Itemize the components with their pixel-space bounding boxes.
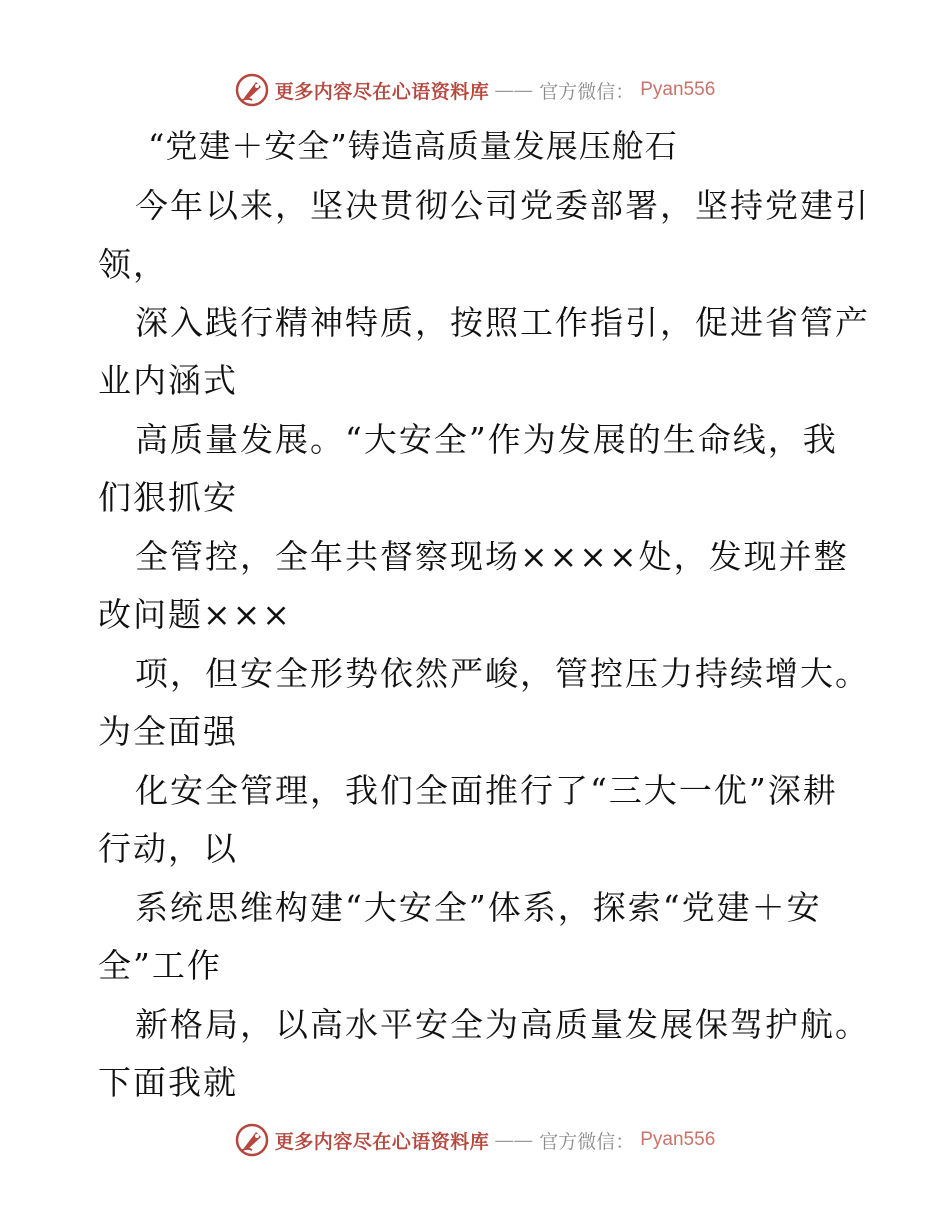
body-line: 深入践行精神特质，按照工作指引，促进省管产	[135, 303, 870, 342]
body-line: 改问题×××	[98, 595, 292, 634]
body-line: 项，但安全形势依然严峻，管控压力持续增大。	[135, 654, 870, 693]
body-line: 行动，以	[98, 829, 238, 868]
watermark-separator: ——	[495, 1129, 534, 1150]
header-watermark-banner	[0, 70, 950, 110]
body-line: 今年以来，坚决贯彻公司党委部署，坚持党建引	[135, 186, 870, 225]
body-line: 全管控，全年共督察现场××××处，发现并整	[135, 537, 849, 576]
watermark-wechat-label: 官方微信：	[539, 1130, 635, 1153]
body-line: 为全面强	[98, 712, 238, 751]
watermark-text: 更多内容尽在心语资料库	[274, 1130, 490, 1153]
fountain-pen-seal-icon	[235, 1123, 269, 1157]
body-line: 们狠抓安	[98, 478, 238, 517]
body-line: 下面我就	[98, 1063, 238, 1102]
body-line: 新格局，以高水平安全为高质量发展保驾护航。	[135, 1005, 870, 1044]
watermark-text: 更多内容尽在心语资料库	[274, 80, 490, 103]
body-line: 业内涵式	[98, 361, 238, 400]
body-line: 全”工作	[98, 946, 222, 985]
body-line: 系统思维构建“大安全”体系，探索“党建＋安	[135, 888, 822, 927]
watermark-wechat-label: 官方微信：	[539, 80, 635, 103]
watermark-wechat-id: Pyan556	[640, 79, 716, 100]
document-title: “党建＋安全”铸造高质量发展压舱石	[148, 127, 678, 165]
body-line: 高质量发展。“大安全”作为发展的生命线，我	[135, 420, 838, 459]
fountain-pen-seal-icon	[235, 73, 269, 107]
watermark-wechat-id: Pyan556	[640, 1129, 716, 1150]
body-line: 领，	[98, 245, 168, 284]
watermark-separator: ——	[495, 79, 534, 100]
body-line: 化安全管理，我们全面推行了“三大一优”深耕	[135, 771, 838, 810]
footer-watermark-banner	[0, 1120, 950, 1160]
